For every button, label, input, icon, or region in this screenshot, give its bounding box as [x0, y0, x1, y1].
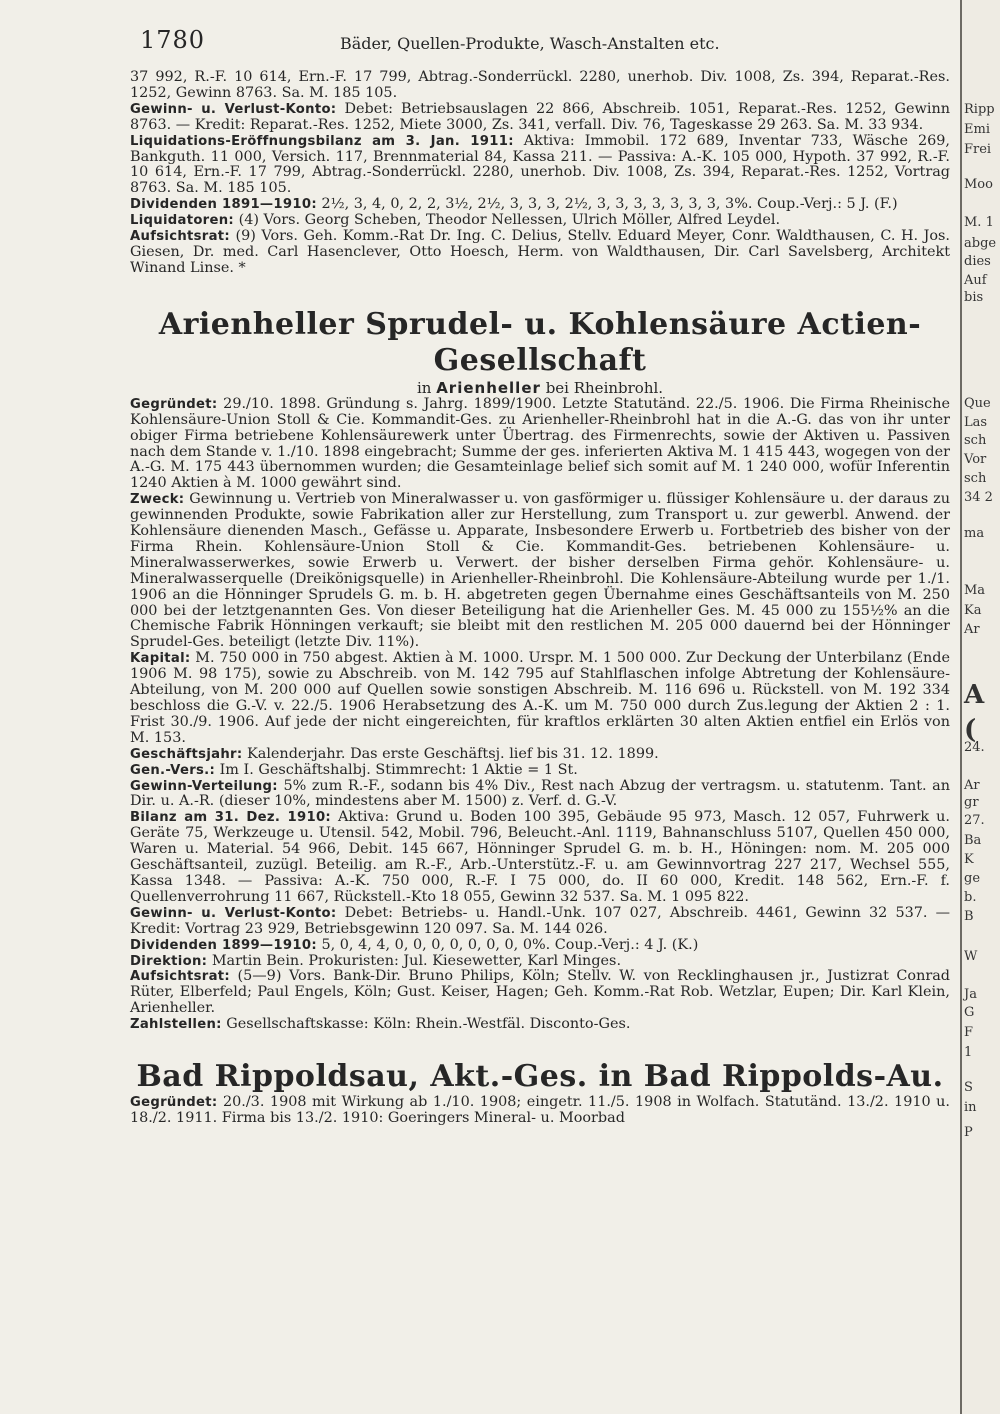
adjacent-page-fragment: Moo [964, 177, 993, 192]
adjacent-page-fragment: G [964, 1005, 975, 1020]
page-header [128, 22, 948, 62]
text-column [130, 70, 950, 1127]
entry-paragraph [130, 763, 950, 779]
paragraph-lead: Zahlstellen: [130, 1017, 222, 1033]
paragraph-lead: Gen.-Vers.: [130, 762, 216, 778]
adjacent-page-fragment: dies [964, 254, 991, 269]
adjacent-page-fragment: abge [964, 236, 997, 251]
paragraph-lead: Liquidations-Eröffnungsbilanz am 3. Jan. 1911: [130, 133, 514, 149]
adjacent-page-fragment: K [964, 852, 974, 867]
adjacent-page-fragment: A [964, 680, 985, 710]
paragraph-text: Gewinnung u. Vertrieb von Mineralwasser u. von gasförmiger u. flüssiger Kohlensäure u. der daraus zu gewinnenden Produkte, sowie Fabrikation aller zur Herstellung, zum Transport u. zur gewerbl. Anwend. der Kohlensäure dienenden Masch., Gefässe u. Apparate, Insbesondere Erwerb u. Fortbetrieb des bisher von der Firma Rhein. Kohlensäure-Union Stoll & Cie. Kommandit-Ges. betriebenen Kohlensäure- u. Mineralwasserwerkes, sowie Erwerb u. Verwert. der bisher derselben Firma gehör. Kohlensäure- u. Mineralwasserquelle (Dreikönigsquelle) in Arienheller-Rheinbrohl. Die Kohlensäure-Abteilung wurde per 1./1. 1906 an die Hönninger Sprudels G. m. b. H. abgetreten gegen Übernahme eines Geschäftsanteils von M. 250 000 bei der letztgenannten Ges. Von dieser Beteiligung hat die Arienheller Ges. M. 45 000 zu 155½% an die Chemische Fabrik Hönningen verkauft; sie bleibt mit den restlichen M. 205 000 dauernd bei der Hönninger Sprudel-Ges. beteiligt (letzte Div. 11%). [130, 491, 950, 651]
entry-paragraph [130, 397, 950, 492]
page-number: 1780 [140, 26, 206, 54]
paragraph-text: Im I. Geschäftshalbj. Stimmrecht: 1 Aktie = 1 St. [219, 761, 578, 778]
adjacent-page-fragment: Ar [964, 778, 980, 793]
company-title-arienheller: Arienheller Sprudel- u. Kohlensäure Actien-Gesellschaft [158, 306, 922, 378]
paragraph-text: (5—9) Vors. Bank-Dir. Bruno Philips, Köln; Stellv. W. von Recklinghausen jr., Justizrat Conrad Rüter, Elberfeld; Paul Engels, Köln; Gust. Keiser, Hagen; Geh. Komm.-Rat Rob. Wetzlar, Eupen; Dir. Karl Klein, Arienheller. [130, 968, 951, 1017]
paragraph-text: M. 750 000 in 750 abgest. Aktien à M. 1000. Urspr. M. 1 500 000. Zur Deckung der Unterbilanz (Ende 1906 M. 98 175), sowie zu Abschreib. von M. 142 795 auf Stahlflaschen infolge Abtretung der Kohlensäure-Abteilung, von M. 200 000 auf Quellen sowie sonstigen Abschreib. M. 116 696 u. Rückstell. von M. 192 334 beschloss die G.-V. v. 22./5. 1906 Herabsetzung des A.-K. um M. 750 000 durch Zus.legung der Aktien 2 : 1. Frist 30./9. 1906. Auf jede der nicht eingereichten, für kraftlos erklärten 30 alten Aktien entfiel ein Erlös von M. 153. [130, 650, 951, 746]
paragraph-lead: Gegründet: [130, 1095, 218, 1111]
adjacent-page-fragment: Las [964, 415, 988, 430]
adjacent-page-fragment: Ripp [964, 102, 995, 117]
entry-paragraph [130, 651, 950, 746]
entry-paragraph [130, 954, 950, 970]
paragraph-lead: Direktion: [130, 953, 208, 969]
adjacent-page-fragment: sch [964, 433, 987, 448]
company-title-rippoldsau: Bad Rippoldsau, Akt.-Ges. in Bad Rippolds-Au. [136, 1059, 944, 1095]
entry-paragraph [130, 70, 950, 102]
adjacent-page-fragment: 27. [964, 813, 985, 828]
adjacent-page-fragment: W [964, 949, 978, 964]
adjacent-page-fragment: P [964, 1125, 973, 1140]
entry-paragraph [130, 779, 950, 811]
paragraph-lead: Zweck: [130, 492, 185, 508]
adjacent-page-fragment: B [964, 909, 974, 924]
adjacent-page-fragment: M. 1 [964, 215, 994, 230]
location-prefix: in [416, 378, 432, 397]
adjacent-page-fragment: Auf [964, 273, 987, 288]
adjacent-page-fragment: S [964, 1080, 973, 1095]
adjacent-page-fragment: 34 2 [964, 490, 993, 505]
adjacent-page-fragment: ma [964, 526, 985, 541]
paragraph-text: Debet: Betriebsauslagen 22 866, Abschreib. 1051, Reparat.-Res. 1252, Gewinn 8763. — Kredit: Reparat.-Res. 1252, Miete 3000, Zs. 341, verfall. Div. 76, Tageskasse 29 263. Sa. M. 33 934. [130, 100, 951, 133]
entry-paragraph [130, 1095, 950, 1127]
paragraph-lead: Dividenden 1891—1910: [130, 197, 317, 213]
company-entry-arienheller [130, 397, 950, 1033]
paragraph-lead: Gewinn- u. Verlust-Konto: [130, 905, 337, 921]
paragraph-text: Aktiva: Immobil. 172 689, Inventar 733, Wäsche 269, Bankguth. 11 000, Versich. 117, Brennmaterial 84, Kassa 211. — Passiva: A.-K. 105 000, Hypoth. 37 992, R.-F. 10 614, Ern.-F. 17 799, Abtrag.-Sonderrückl. 2280, unerhob. Div. 1008, Zs. 394, Reparat.-Res. 1252, Vortrag 8763. Sa. M. 185 105. [130, 132, 950, 197]
entry-paragraph [130, 213, 950, 229]
paragraph-lead: Gegründet: [130, 396, 218, 412]
paragraph-text: 2½, 3, 4, 0, 2, 2, 3½, 2½, 3, 3, 3, 2½, 3, 3, 3, 3, 3, 3, 3, 3%. Coup.-Verj.: 5 J. (F.) [321, 196, 898, 213]
entry-paragraph [130, 492, 950, 651]
paragraph-text: Kalenderjahr. Das erste Geschäftsj. lief bis 31. 12. 1899. [246, 745, 659, 762]
adjacent-page-fragment: Ba [964, 833, 982, 848]
paragraph-lead: Geschäftsjahr: [130, 746, 243, 762]
paragraph-text: Aktiva: Grund u. Boden 100 395, Gebäude 95 973, Masch. 12 057, Fuhrwerk u. Geräte 75, Werkzeuge u. Utensil. 542, Mobil. 796, Beleucht.-Anl. 1119, Bahnanschluss 5107, Quellen 450 000, Waren u. Material. 54 966, Debit. 145 667, Hönninger Sprudel G. m. b. H., Höningen: nom. M. 205 000 Geschäftsanteil, zuzügl. Beteilig. am R.-F., Arb.-Unterstütz.-F. u. am Gewinnvortrag 227 217, Wechsel 555, Kassa 1348. — Passiva: A.-K. 750 000, R.-F. I 75 000, do. II 60 000, Kredit. 148 562, Ern.-F. f. Quellenverrohrung 11 667, Rückstell.-Kto 18 055, Gewinn 32 537. Sa. M. 1 095 822. [130, 809, 950, 905]
paragraph-text: Debet: Betriebs- u. Handl.-Unk. 107 027, Abschreib. 4461, Gewinn 32 537. — Kredit: Vortrag 23 929, Betriebsgewinn 120 097. Sa. M. 144 026. [130, 904, 951, 937]
adjacent-page-fragment: Vor [964, 452, 987, 467]
entry-paragraph [130, 747, 950, 763]
paragraph-text: 5% zum R.-F., sodann bis 4% Div., Rest nach Abzug der vertragsm. u. statutenm. Tant. an Dir. u. A.-R. (dieser 10%, mindestens aber M. 1500) z. Verf. d. G.-V. [130, 777, 950, 810]
entry-paragraph [130, 1017, 950, 1033]
entry-paragraph [130, 229, 950, 277]
paragraph-text: (4) Vors. Georg Scheben, Theodor Nellessen, Ulrich Möller, Alfred Leydel. [238, 212, 781, 229]
adjacent-page-fragment: Ka [964, 603, 982, 618]
entry-paragraph [130, 197, 950, 213]
entry-paragraph [130, 810, 950, 905]
entry-paragraph [130, 906, 950, 938]
paragraph-lead: Kapital: [130, 651, 191, 667]
adjacent-page-fragment: gr [964, 795, 979, 810]
paragraph-lead: Aufsichtsrat: [130, 969, 230, 985]
entry-paragraph [130, 134, 950, 198]
adjacent-page-fragment: 24. [964, 740, 985, 755]
location-name: Arienheller [436, 378, 541, 397]
adjacent-page-fragment: bis [964, 290, 984, 305]
adjacent-page-fragment: Ma [964, 583, 986, 598]
paragraph-lead: Aufsichtsrat: [130, 229, 230, 245]
adjacent-page-fragment: b. [964, 890, 977, 905]
adjacent-page-edge [960, 0, 1000, 1414]
paragraph-text: Gesellschaftskasse: Köln: Rhein.-Westfäl. Disconto-Ges. [226, 1016, 631, 1033]
adjacent-page-fragment: Frei [964, 142, 992, 157]
adjacent-page-fragment: ( [964, 715, 977, 745]
adjacent-page-fragment: ge [964, 871, 981, 886]
paragraph-lead: Liquidatoren: [130, 213, 234, 229]
adjacent-page-fragment: Ja [964, 987, 977, 1002]
entry-paragraph [130, 938, 950, 954]
paragraph-text: 29./10. 1898. Gründung s. Jahrg. 1899/1900. Letzte Statutänd. 22./5. 1906. Die Firma Rheinische Kohlensäure-Union Stoll & Cie. Kommandit-Ges. zu Arienheller-Rheinbrohl hat in die A.-G. das von ihr unter obiger Firma betriebene Kohlensäurewerk unter Übertrag. des Firmenrechts, sowie der Aktiven u. Passiven nach dem Stande v. 1./10. 1898 eingebracht; Summe der ges. inferierten Aktiva M. 1 415 443, wogegen von der A.-G. M. 175 443 übernommen wurden; die Gesamteinlage belief sich somit auf M. 1 240 000, wofür Inferentin 1240 Aktien à M. 1000 gewährt sind. [130, 395, 951, 492]
entry-paragraph [130, 102, 950, 134]
paragraph-text: (9) Vors. Geh. Komm.-Rat Dr. Ing. C. Delius, Stellv. Eduard Meyer, Conr. Waldthausen, C. H. Jos. Giesen, Dr. med. Carl Hasenclever, Otto Hoesch, Herm. von Waldthausen, Dir. Carl Savelsberg, Architekt Winand Linse. * [130, 228, 950, 276]
company-location [130, 379, 950, 397]
paragraph-text: 5, 0, 4, 4, 0, 0, 0, 0, 0, 0, 0, 0%. Coup.-Verj.: 4 J. (K.) [321, 936, 699, 953]
adjacent-page-fragment: F [964, 1025, 974, 1040]
paragraph-lead: Gewinn-Verteilung: [130, 778, 278, 794]
paragraph-text: 37 992, R.-F. 10 614, Ern.-F. 17 799, Abtrag.-Sonderrückl. 2280, unerhob. Div. 1008, Zs. 394, Reparat.-Res. 1252, Gewinn 8763. Sa. M. 185 105. [130, 69, 950, 101]
adjacent-page-fragment: 1 [964, 1045, 973, 1060]
adjacent-page-fragment: Ar [964, 622, 980, 637]
adjacent-page-fragment: Que [964, 396, 991, 411]
paragraph-lead: Dividenden 1899—1910: [130, 937, 317, 953]
paragraph-text: Martin Bein. Prokuristen: Jul. Kiesewetter, Karl Minges. [211, 952, 622, 969]
adjacent-page-fragment: Emi [964, 122, 990, 137]
running-title: Bäder, Quellen-Produkte, Wasch-Anstalten etc. [340, 34, 720, 53]
company-entry-rippoldsau [130, 1095, 950, 1127]
paragraph-lead: Bilanz am 31. Dez. 1910: [130, 810, 331, 826]
adjacent-page-fragment: in [964, 1100, 977, 1115]
location-suffix: bei Rheinbrohl. [545, 378, 664, 397]
adjacent-page-fragment: sch [964, 471, 987, 486]
paragraph-text: 20./3. 1908 mit Wirkung ab 1./10. 1908; eingetr. 11./5. 1908 in Wolfach. Statutänd. 13./2. 1910 u. 18./2. 1911. Firma bis 13./2. 1910: Goeringers Mineral- u. Moorbad [130, 1094, 950, 1126]
entry-paragraph [130, 969, 950, 1017]
previous-company-entry [130, 70, 950, 277]
paragraph-lead: Gewinn- u. Verlust-Konto: [130, 101, 337, 117]
